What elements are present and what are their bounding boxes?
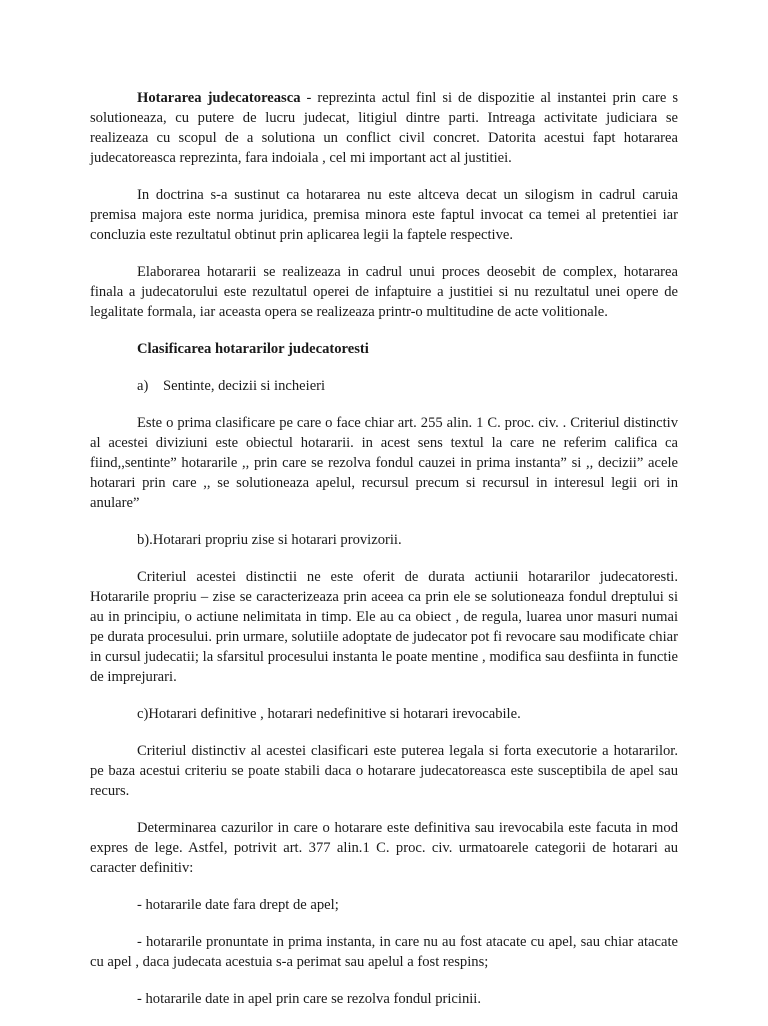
paragraph-determinare: Determinarea cazurilor in care o hotarare este definitiva sau irevocabila este facuta in mod expres de lege. Astfel, potrivit art. 377 alin.1 C. proc. civ. urmatoarele categorii de hotarari au caracter definitiv:	[90, 820, 678, 876]
document-body	[90, 88, 678, 1026]
intro-paragraph	[90, 88, 678, 168]
section-heading: Clasificarea hotararilor judecatoresti	[137, 341, 369, 357]
subsection-a	[90, 376, 678, 396]
paragraph-criteriu-putere: Criteriul distinctiv al acestei clasificari este puterea legala si forta executorie a hotararilor. pe baza acestui criteriu se poate stabili daca o hotarare judecatoreasca este susceptibila de apel sau recurs.	[90, 743, 678, 799]
subsection-b: b).Hotarari propriu zise si hotarari provizorii.	[137, 532, 402, 548]
paragraph-criteriu-durata: Criteriul acestei distinctii ne este oferit de durata actiunii hotararilor judecatoresti. Hotararile propriu – zise se caracterizeaza prin aceea ca prin ele se solutioneaza fondul dreptului si au in principiu, o actiune nelimitata in timp. Ele au ca obiect , de regula, luarea unor masuri numai pe durata procesului. prin urmare, solutiile adoptate de judecator pot fi revocare sau modificate chiar in cursul judecatii; la sfarsitul procesului instanta le poate mentine , modifica sau desfiinta in functie de imprejurari.	[90, 569, 678, 685]
list-item: - hotararile date in apel prin care se rezolva fondul pricinii.	[137, 991, 482, 1007]
paragraph-elaborare: Elaborarea hotararii se realizeaza in cadrul unui proces deosebit de complex, hotararea finala a judecatorului este rezultatul operei de infaptuire a justitiei si nu rezultatul unei opere de legalitate formala, iar aceasta opera se realizeaza printr-o multitudine de acte volitionale.	[90, 264, 678, 320]
list-item: - hotararile pronuntate in prima instanta, in care nu au fost atacate cu apel, sau chiar atacate cu apel , daca judecata acestuia s-a perimat sau apelul a fost respins;	[90, 934, 678, 970]
paragraph-clasificare: Este o prima clasificare pe care o face chiar art. 255 alin. 1 C. proc. civ. . Criteriul distinctiv al acestei diviziuni este obiectul hotararii. in acest sens textul la care ne referim califica ca fiind,,sentinte” hotararile ,, prin care se rezolva fondul cauzei in prima instanta” si ,, decizii” acele hotarari prin care ,, se solutioneaza apelul, recursul precum si recursul in interesul legii ori in anulare”	[90, 415, 678, 511]
paragraph-doctrina: In doctrina s-a sustinut ca hotararea nu este altceva decat un silogism in cadrul caruia premisa majora este norma juridica, premisa minora este faptul invocat ca temei al pretentiei iar concluzia este rezultatul obtinut prin aplicarea legii la faptele respective.	[90, 187, 678, 243]
subsection-a-marker: a)	[137, 378, 149, 394]
intro-term: Hotararea judecatoreasca	[137, 90, 301, 106]
list-item: - hotararile date fara drept de apel;	[137, 897, 339, 913]
intro-text: - reprezinta actul finl si de dispozitie al instantei prin care s solutioneaza, cu putere de lucru judecat, litigiul dintre parti. Intreaga activitate judiciara se realizeaza cu scopul de a solutiona un conflict civil concret. Datorita acestui fapt hotararea judecatoreasca reprezinta, fara indoiala , cel mi important act al justitiei.	[90, 90, 678, 166]
subsection-c: c)Hotarari definitive , hotarari nedefinitive si hotarari irevocabile.	[137, 706, 521, 722]
subsection-a-label: Sentinte, decizii si incheieri	[163, 378, 326, 394]
